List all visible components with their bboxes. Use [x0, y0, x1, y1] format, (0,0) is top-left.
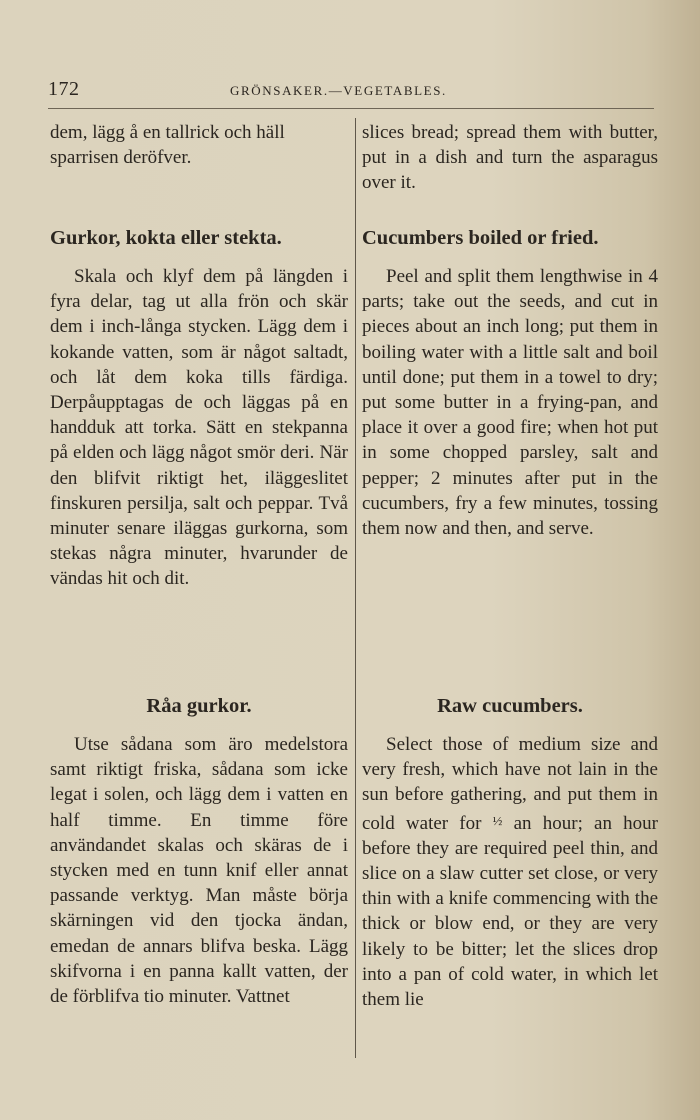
left-continuation [50, 120, 348, 170]
right-section2-text-a: Select those of medium size and very fresh, which have not lain in the sun before gathering, and put them in cold water for [362, 734, 658, 834]
header-rule [48, 108, 654, 109]
left-section1-body [50, 264, 348, 592]
left-section2-body [50, 732, 348, 1009]
right-section1-heading: Cucumbers boiled or fried. [362, 227, 599, 249]
page-header [48, 78, 658, 108]
half-fraction: ½ [492, 812, 503, 828]
column-divider [355, 118, 356, 1058]
right-section1 [362, 226, 658, 251]
left-section2-heading: Råa gurkor. [146, 695, 252, 717]
right-continuation [362, 120, 658, 196]
left-section2-text: Utse sådana som äro medelstora samt riktigt friska, sådana som icke legat i solen, och lägg dem i vatten en half timme. En timme före användandet skalas och skäras de i stycken med en tunn knif eller annat passande verktyg. Man måste börja skärningen vid den tjocka ändan, emedan de annars blifva beska. Lägg skifvorna i en panna kallt vatten, der de förblifva tio minuter. Vattnet [50, 734, 348, 1008]
running-head: GRÖNSAKER.—VEGETABLES. [230, 83, 447, 98]
right-section1-body [362, 264, 658, 541]
left-continuation-text: dem, lägg å en tallrick och häll sparrisen deröfver. [50, 122, 285, 169]
right-section2-body [362, 732, 658, 1012]
right-section2 [362, 694, 658, 719]
right-section2-heading: Raw cucumbers. [437, 695, 583, 717]
left-section2 [50, 694, 348, 719]
right-section1-text: Peel and split them lengthwise in 4 parts; take out the seeds, and cut in pieces about an inch long; put them in boiling water with a little salt and boil until done; put them in a towel to dry; put some butter in a frying-pan, and place it over a good fire; when hot put in some chopped parsley, salt and pepper; 2 minutes after put in the cucumbers, fry a few minutes, tossing them now and then, and serve. [362, 266, 658, 540]
left-section1-heading: Gurkor, kokta eller stekta. [50, 227, 282, 249]
left-section1-text: Skala och klyf dem på längden i fyra delar, tag ut alla frön och skär dem i inch-långa stycken. Lägg dem i kokande vatten, som är något saltadt, och låt dem koka tills färdiga. Derpåupptagas de och läggas på en handduk att torka. Sätt en stekpanna på elden och lägg något smör deri. När den blifvit riktigt het, iläggeslitet finskuren persilja, salt och peppar. Två minuter senare iläggas gurkorna, som stekas några minuter, hvarunder de vändas hit och dit. [50, 266, 348, 590]
left-section1 [50, 226, 348, 251]
right-continuation-text: slices bread; spread them with butter, put in a dish and turn the asparagus over it. [362, 122, 658, 194]
right-section2-text-b: an hour; an hour before they are required peel thin, and slice on a slaw cutter set close, or very thin with a knife commencing with the thick or blow end, or they are very likely to be bitter; let the slices drop into a pan of cold water, in which let them lie [362, 812, 658, 1011]
right-section2-paragraph [362, 732, 658, 1012]
page-number: 172 [48, 78, 80, 100]
